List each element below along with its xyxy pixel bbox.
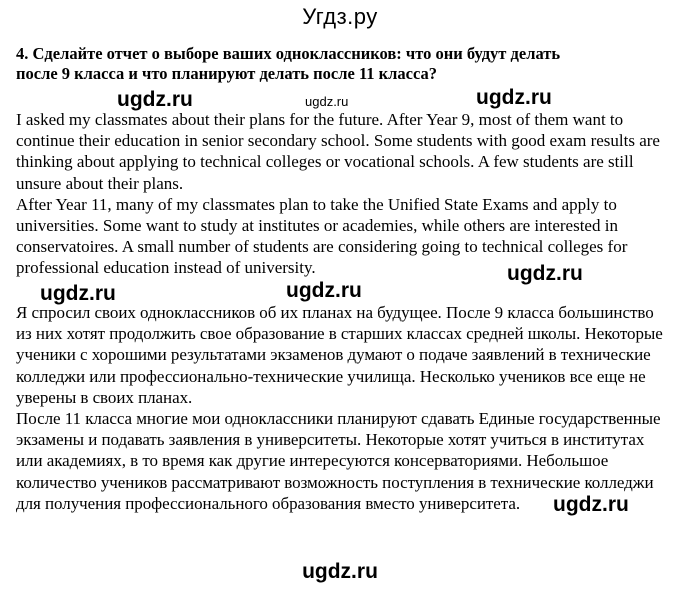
- answer-english: [16, 109, 676, 279]
- watermark: ugdz.ru: [476, 86, 552, 109]
- question-heading: [16, 44, 676, 84]
- watermark: ugdz.ru: [117, 88, 193, 111]
- watermark: ugdz.ru: [305, 94, 349, 109]
- watermark: ugdz.ru: [40, 282, 116, 305]
- answer-english-paragraph-2: After Year 11, many of my classmates plan to take the Unified State Exams and apply to universities. Some want to study at institutes or academies, while others are interested in conservatoires. A small number of students are considering going to technical colleges for professional education instead of university.: [16, 194, 628, 278]
- watermark: ugdz.ru: [286, 279, 362, 302]
- site-header: Угдз.ру: [302, 4, 378, 29]
- answer-russian-paragraph-2: После 11 класса многие мои одноклассники планируют сдавать Единые государственные экзамены и подавать заявления в университеты. Некоторые хотят учиться в институтах или академиях, в то время как другие интересуются консерваториями. Небольшое количество учеников рассматривают возможность поступления в технические колледжи для получения профессионального образования вместо университета.: [16, 409, 661, 513]
- watermark: ugdz.ru: [553, 493, 629, 516]
- answer-russian: [16, 302, 670, 514]
- answer-russian-paragraph-1: Я спросил своих одноклассников об их планах на будущее. После 9 класса большинство из них хотят продолжить свое образование в старших классах средней школы. Некоторые ученики с хорошими результатами экзаменов думают о подаче заявлений в технические колледжи или профессионально-технические училища. Несколько учеников все еще не уверены в своих планах.: [16, 303, 663, 407]
- watermark: ugdz.ru: [507, 262, 583, 285]
- site-footer: ugdz.ru: [302, 560, 378, 583]
- question-line-1: 4. Сделайте отчет о выборе ваших одноклассников: что они будут делать: [16, 44, 561, 63]
- answer-english-paragraph-1: I asked my classmates about their plans for the future. After Year 9, most of them want to continue their education in senior secondary school. Some students with good exam results are thinking about applying to technical colleges or vocational schools. A few students are still unsure about their plans.: [16, 110, 660, 193]
- question-line-2: после 9 класса и что планируют делать после 11 класса?: [16, 64, 438, 83]
